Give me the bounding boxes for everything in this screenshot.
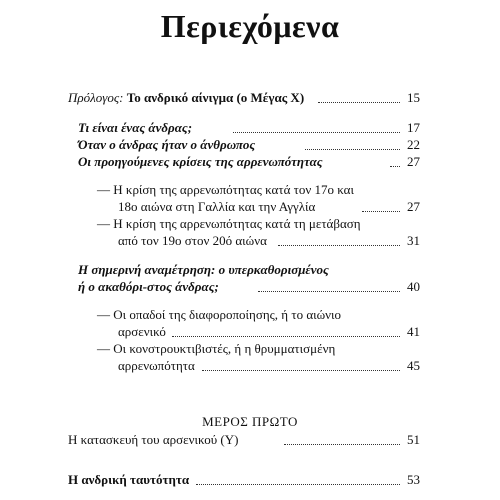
toc-entry-prologue[interactable] — [0, 89, 500, 107]
dot-leader — [278, 245, 400, 246]
page-number: 15 — [407, 90, 420, 105]
page-number: 51 — [407, 432, 420, 447]
dot-leader — [202, 370, 400, 371]
page-number: 27 — [407, 154, 420, 169]
toc-subentry-1-cont[interactable] — [0, 198, 500, 216]
page-number: 53 — [407, 472, 420, 487]
dot-leader — [172, 336, 400, 337]
dot-leader — [318, 102, 400, 103]
chapter-title: Η ανδρική ταυτότητα — [68, 472, 190, 487]
toc-subentry-3-cont[interactable] — [0, 323, 500, 341]
toc-subentry-4[interactable] — [0, 340, 500, 358]
toc-entry-chapter-4-cont[interactable] — [0, 278, 500, 296]
toc-entry-chapter-4[interactable] — [0, 261, 500, 279]
toc-entry-last[interactable] — [0, 471, 500, 489]
page-number: 22 — [407, 137, 420, 152]
dot-leader — [196, 484, 400, 485]
prologue-label: Πρόλογος: — [68, 90, 124, 105]
subentry-line-1: — Οι κονστρουκτιβιστές, ή η θρυμματισμένη — [97, 341, 336, 356]
part-heading: ΜΕΡΟΣ ΠΡΩΤΟ — [202, 414, 298, 429]
toc-entry-chapter-2[interactable] — [0, 136, 500, 154]
subentry-line-1: — Η κρίση της αρρενωπότητας κατά τη μετάβαση — [97, 216, 361, 231]
page-number: 17 — [407, 120, 420, 135]
subentry-line-1: — Οι οπαδοί της διαφοροποίησης, ή το αιώνιο — [97, 307, 342, 322]
page-number: 31 — [407, 233, 420, 248]
chapter-title-line-2: ή ο ακαθόρι-στος άνδρας; — [78, 279, 219, 294]
subentry-line-2: από τον 19ο στον 20ό αιώνα — [118, 233, 267, 248]
chapter-title-line-1: Η σημερινή αναμέτρηση: ο υπερκαθορισμένος — [78, 262, 329, 277]
page-number: 41 — [407, 324, 420, 339]
toc-entry-chapter-3[interactable] — [0, 153, 500, 171]
part-title: Η κατασκευή του αρσενικού (Υ) — [68, 432, 239, 447]
subentry-line-1: — Η κρίση της αρρενωπότητας κατά τον 17ο και — [97, 182, 354, 197]
page-number: 27 — [407, 199, 420, 214]
chapter-title: Όταν ο άνδρας ήταν ο άνθρωπος — [78, 137, 256, 152]
toc-subentry-2-cont[interactable] — [0, 232, 500, 250]
toc-entry-part-1[interactable] — [0, 431, 500, 449]
dot-leader — [284, 444, 400, 445]
dot-leader — [305, 149, 400, 150]
toc-subentry-3[interactable] — [0, 306, 500, 324]
toc-subentry-2[interactable] — [0, 215, 500, 233]
page-title: Περιεχόμενα — [160, 8, 340, 44]
chapter-title: Οι προηγούμενες κρίσεις της αρρενωπότητας — [78, 154, 323, 169]
dot-leader — [362, 211, 400, 212]
chapter-title: Τι είναι ένας άνδρας; — [78, 120, 193, 135]
page-number: 45 — [407, 358, 420, 373]
dot-leader — [390, 166, 400, 167]
toc-subentry-4-cont[interactable] — [0, 357, 500, 375]
dot-leader — [233, 132, 400, 133]
subentry-line-2: αρρενωπότητα — [118, 358, 195, 373]
toc-subentry-1[interactable] — [0, 181, 500, 199]
page-number: 40 — [407, 279, 420, 294]
subentry-line-2: αρσενικό — [118, 324, 166, 339]
prologue-title: Το ανδρικό αίνιγμα (ο Μέγας Χ) — [126, 90, 305, 105]
subentry-line-2: 18ο αιώνα στη Γαλλία και την Αγγλία — [118, 199, 316, 214]
toc-entry-chapter-1[interactable] — [0, 119, 500, 137]
dot-leader — [258, 291, 400, 292]
